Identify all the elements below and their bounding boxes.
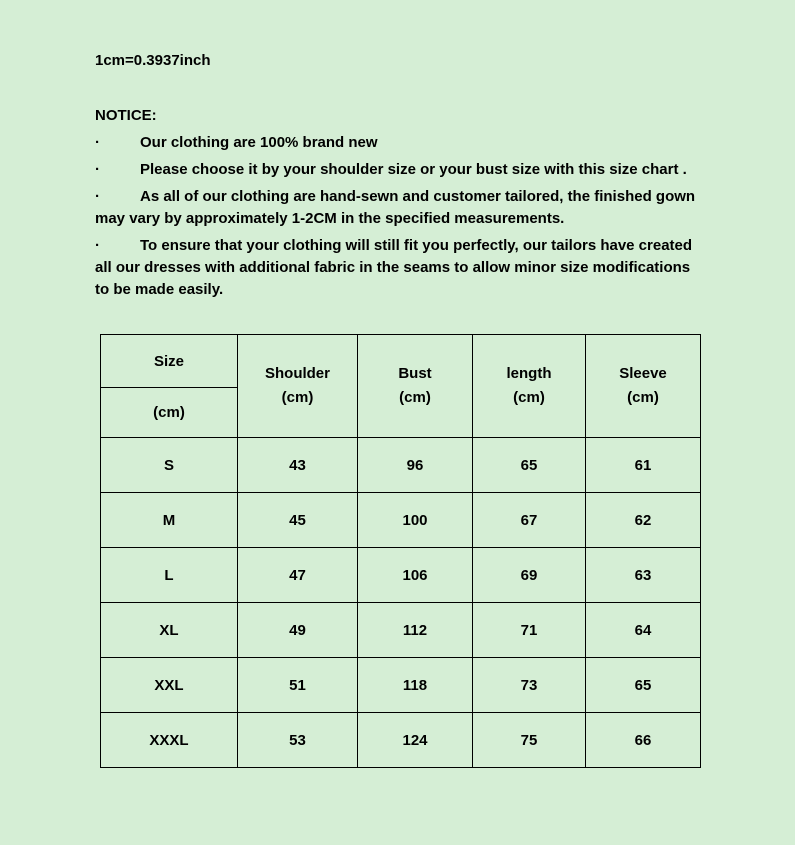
notice-bullet-4 (95, 235, 700, 301)
notice-bullet-3 (95, 186, 700, 230)
unit-conversion-note: 1cm=0.3937inch (95, 52, 211, 69)
notice-bullet-2 (95, 159, 700, 181)
bullet-text: To ensure that your clothing will still fit you perfectly, our tailors have created all our dresses with additional fabric in the seams to allow minor size modifications to be made easily. (95, 237, 693, 298)
cell-size-label: S (101, 438, 238, 493)
size-chart-table (100, 334, 701, 768)
cell-sleeve: 65 (586, 658, 701, 713)
notice-heading: NOTICE: (95, 107, 157, 124)
table-row-l (101, 548, 701, 603)
bullet-text: As all of our clothing are hand-sewn and customer tailored, the finished gown may vary by approximately 1-2CM in the specified measurements. (95, 188, 696, 227)
cell-length: 67 (473, 493, 586, 548)
header-size: Size (101, 335, 238, 388)
table-row-xxxl (101, 713, 701, 768)
header-length-unit: (cm) (513, 389, 545, 406)
cell-sleeve: 66 (586, 713, 701, 768)
header-shoulder (238, 335, 358, 438)
table-header-row-top (101, 335, 701, 388)
cell-bust: 112 (358, 603, 473, 658)
bullet-text: Our clothing are 100% brand new (140, 134, 378, 151)
cell-shoulder: 53 (238, 713, 358, 768)
cell-size-label: XXXL (101, 713, 238, 768)
table-row-xl (101, 603, 701, 658)
header-bust-label: Bust (398, 365, 432, 382)
header-sleeve-label: Sleeve (619, 365, 667, 382)
header-length (473, 335, 586, 438)
bullet-marker: · (95, 188, 100, 205)
notice-bullet-1 (95, 132, 700, 154)
bullet-marker: · (95, 237, 100, 254)
cell-sleeve: 61 (586, 438, 701, 493)
table-row-s (101, 438, 701, 493)
header-bust-unit: (cm) (399, 389, 431, 406)
cell-bust: 96 (358, 438, 473, 493)
table-row-m (101, 493, 701, 548)
cell-shoulder: 51 (238, 658, 358, 713)
cell-shoulder: 49 (238, 603, 358, 658)
cell-bust: 106 (358, 548, 473, 603)
header-sleeve-unit: (cm) (627, 389, 659, 406)
header-sleeve (586, 335, 701, 438)
cell-bust: 100 (358, 493, 473, 548)
cell-size-label: XXL (101, 658, 238, 713)
cell-shoulder: 45 (238, 493, 358, 548)
cell-bust: 118 (358, 658, 473, 713)
header-size-unit: (cm) (101, 388, 238, 438)
cell-sleeve: 62 (586, 493, 701, 548)
header-bust (358, 335, 473, 438)
header-shoulder-label: Shoulder (264, 365, 330, 382)
cell-length: 75 (473, 713, 586, 768)
table-row-xxl (101, 658, 701, 713)
cell-bust: 124 (358, 713, 473, 768)
cell-size-label: L (101, 548, 238, 603)
cell-size-label: XL (101, 603, 238, 658)
cell-shoulder: 43 (238, 438, 358, 493)
cell-shoulder: 47 (238, 548, 358, 603)
cell-length: 65 (473, 438, 586, 493)
cell-size-label: M (101, 493, 238, 548)
cell-sleeve: 64 (586, 603, 701, 658)
bullet-marker: · (95, 161, 100, 178)
header-length-label: length (506, 365, 552, 382)
cell-length: 71 (473, 603, 586, 658)
cell-length: 69 (473, 548, 586, 603)
bullet-marker: · (95, 134, 100, 151)
cell-length: 73 (473, 658, 586, 713)
bullet-text: Please choose it by your shoulder size or your bust size with this size chart . (140, 161, 687, 178)
header-shoulder-unit: (cm) (281, 389, 314, 406)
cell-sleeve: 63 (586, 548, 701, 603)
